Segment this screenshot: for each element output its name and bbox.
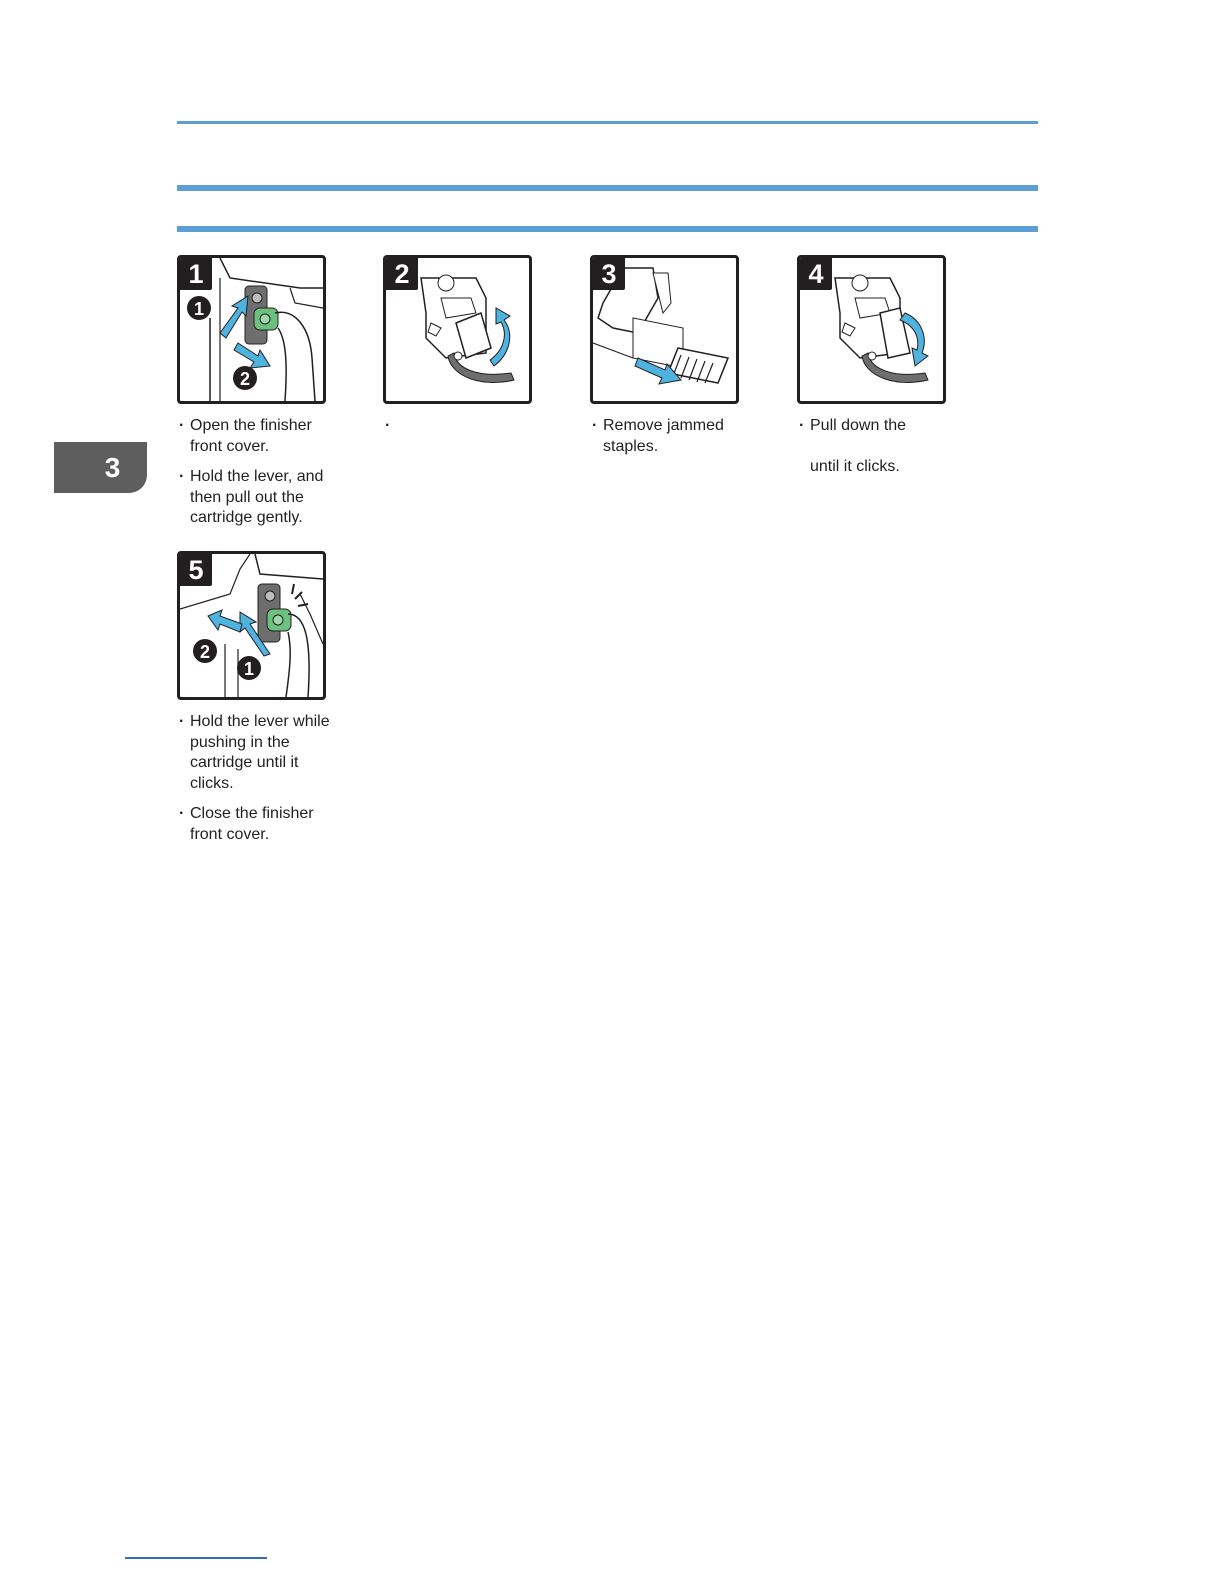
step-5-bullet-1: · Hold the lever while pushing in the cartridge until it clicks.: [177, 712, 357, 794]
svg-text:2: 2: [239, 369, 251, 389]
step-1: [177, 255, 357, 539]
header-rule-bottom: [177, 226, 1038, 232]
step-4-bullets: [797, 416, 997, 478]
step-5-bullet-2: · Close the finisher front cover.: [177, 804, 357, 845]
chapter-number: 3: [104, 451, 121, 483]
header-rule-middle: [177, 185, 1038, 191]
svg-text:1: 1: [193, 299, 205, 319]
step-1-bullets: [177, 416, 357, 529]
footer-link-underline: [125, 1557, 267, 1559]
step-1-bullet-2: · Hold the lever, and then pull out the cartridge gently.: [177, 467, 357, 529]
step-3-bullet-1: · Remove jammed staples.: [590, 416, 770, 457]
header-rule-top: [177, 121, 1038, 124]
step-2-illustration: [383, 255, 532, 404]
svg-text:2: 2: [199, 642, 211, 662]
step-4-badge: 4: [800, 258, 832, 290]
step-5-illustration: [177, 551, 326, 700]
step-2: [383, 255, 563, 416]
step-4-bullet-1: · Pull down the until it clicks.: [797, 416, 997, 478]
step-5: [177, 551, 357, 855]
svg-text:1: 1: [243, 659, 255, 679]
step-5-bullets: [177, 712, 357, 845]
step-3-badge: 3: [593, 258, 625, 290]
step-3-illustration: [590, 255, 739, 404]
step-1-bullet-1: · Open the finisher front cover.: [177, 416, 357, 457]
step-1-illustration: [177, 255, 326, 404]
step-4: [797, 255, 997, 488]
chapter-tab: [54, 442, 147, 493]
step-4-illustration: [797, 255, 946, 404]
step-5-badge: 5: [180, 554, 212, 586]
step-1-badge: 1: [180, 258, 212, 290]
step-3-bullets: [590, 416, 770, 457]
step-3: [590, 255, 770, 467]
step-2-badge: 2: [386, 258, 418, 290]
